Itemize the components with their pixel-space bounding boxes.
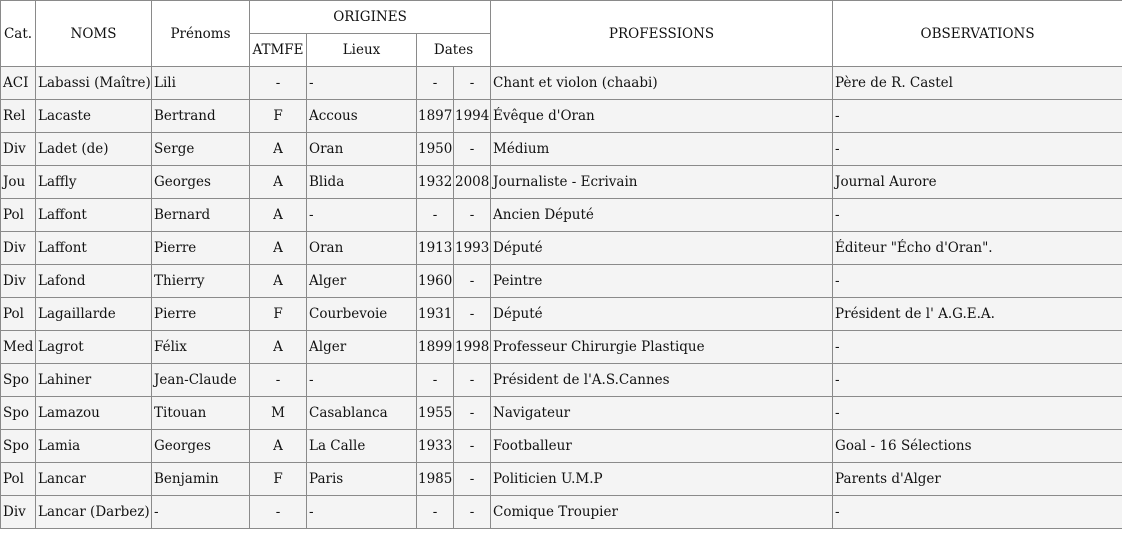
- cell-lieu: Paris: [307, 463, 417, 496]
- cell-nom: Laffont: [36, 199, 152, 232]
- cell-cat: ACI: [1, 67, 36, 100]
- cell-cat: Div: [1, 496, 36, 529]
- cell-prenom: Pierre: [152, 298, 250, 331]
- cell-prenom: Georges: [152, 430, 250, 463]
- table-row: [1, 397, 1122, 430]
- cell-cat: Pol: [1, 298, 36, 331]
- cell-prenom: Serge: [152, 133, 250, 166]
- cell-lieu: -: [307, 364, 417, 397]
- cell-lieu: -: [307, 496, 417, 529]
- cell-date-birth: -: [417, 364, 454, 397]
- cell-cat: Spo: [1, 430, 36, 463]
- cell-prenom: -: [152, 496, 250, 529]
- cell-prenom: Benjamin: [152, 463, 250, 496]
- cell-profession: Député: [491, 298, 833, 331]
- cell-profession: Député: [491, 232, 833, 265]
- cell-profession: Politicien U.M.P: [491, 463, 833, 496]
- table-row: [1, 496, 1122, 529]
- cell-cat: Pol: [1, 463, 36, 496]
- cell-cat: Rel: [1, 100, 36, 133]
- cell-nom: Lancar: [36, 463, 152, 496]
- cell-observation: Père de R. Castel: [833, 67, 1122, 100]
- header-noms: NOMS: [36, 1, 152, 67]
- cell-nom: Lamazou: [36, 397, 152, 430]
- cell-date-birth: 1897: [417, 100, 454, 133]
- cell-date-death: -: [454, 199, 491, 232]
- cell-date-death: 1998: [454, 331, 491, 364]
- cell-cat: Med: [1, 331, 36, 364]
- cell-date-birth: 1985: [417, 463, 454, 496]
- header-lieux: Lieux: [307, 34, 417, 67]
- cell-prenom: Bernard: [152, 199, 250, 232]
- cell-date-birth: 1933: [417, 430, 454, 463]
- cell-cat: Div: [1, 133, 36, 166]
- cell-lieu: Oran: [307, 133, 417, 166]
- cell-prenom: Jean-Claude: [152, 364, 250, 397]
- cell-lieu: Alger: [307, 265, 417, 298]
- cell-date-birth: 1960: [417, 265, 454, 298]
- cell-observation: Parents d'Alger: [833, 463, 1122, 496]
- cell-observation: -: [833, 331, 1122, 364]
- cell-profession: Évêque d'Oran: [491, 100, 833, 133]
- table-body: [1, 67, 1122, 529]
- cell-date-death: -: [454, 397, 491, 430]
- cell-observation: -: [833, 199, 1122, 232]
- cell-cat: Div: [1, 265, 36, 298]
- table-row: [1, 199, 1122, 232]
- table-row: [1, 166, 1122, 199]
- cell-nom: Lafond: [36, 265, 152, 298]
- cell-date-death: -: [454, 430, 491, 463]
- cell-date-birth: 1955: [417, 397, 454, 430]
- cell-observation: -: [833, 133, 1122, 166]
- cell-date-death: -: [454, 298, 491, 331]
- table-row: [1, 67, 1122, 100]
- cell-date-birth: -: [417, 496, 454, 529]
- cell-date-birth: 1931: [417, 298, 454, 331]
- cell-observation: Président de l' A.G.E.A.: [833, 298, 1122, 331]
- cell-profession: Footballeur: [491, 430, 833, 463]
- cell-nom: Lahiner: [36, 364, 152, 397]
- cell-nom: Lagrot: [36, 331, 152, 364]
- cell-atmfe: A: [250, 331, 307, 364]
- cell-lieu: -: [307, 67, 417, 100]
- cell-lieu: Accous: [307, 100, 417, 133]
- cell-date-death: 1993: [454, 232, 491, 265]
- cell-prenom: Félix: [152, 331, 250, 364]
- cell-nom: Laffont: [36, 232, 152, 265]
- cell-date-death: -: [454, 496, 491, 529]
- header-prenoms: Prénoms: [152, 1, 250, 67]
- cell-atmfe: A: [250, 166, 307, 199]
- table-row: [1, 232, 1122, 265]
- header-cat: Cat.: [1, 1, 36, 67]
- cell-lieu: Casablanca: [307, 397, 417, 430]
- cell-atmfe: M: [250, 397, 307, 430]
- table-row: [1, 265, 1122, 298]
- cell-atmfe: A: [250, 265, 307, 298]
- cell-date-birth: 1913: [417, 232, 454, 265]
- table-row: [1, 298, 1122, 331]
- cell-profession: Professeur Chirurgie Plastique: [491, 331, 833, 364]
- cell-lieu: -: [307, 199, 417, 232]
- cell-nom: Lancar (Darbez): [36, 496, 152, 529]
- cell-profession: Journaliste - Ecrivain: [491, 166, 833, 199]
- cell-atmfe: F: [250, 463, 307, 496]
- table-header: [1, 1, 1122, 67]
- header-dates: Dates: [417, 34, 491, 67]
- cell-date-birth: 1932: [417, 166, 454, 199]
- cell-atmfe: -: [250, 496, 307, 529]
- cell-observation: -: [833, 364, 1122, 397]
- cell-profession: Ancien Député: [491, 199, 833, 232]
- cell-date-birth: -: [417, 67, 454, 100]
- cell-date-death: -: [454, 67, 491, 100]
- cell-date-birth: -: [417, 199, 454, 232]
- cell-nom: Lagaillarde: [36, 298, 152, 331]
- cell-observation: Journal Aurore: [833, 166, 1122, 199]
- cell-observation: -: [833, 265, 1122, 298]
- cell-profession: Chant et violon (chaabi): [491, 67, 833, 100]
- cell-nom: Lacaste: [36, 100, 152, 133]
- cell-lieu: Blida: [307, 166, 417, 199]
- cell-date-death: -: [454, 265, 491, 298]
- cell-profession: Navigateur: [491, 397, 833, 430]
- cell-observation: -: [833, 100, 1122, 133]
- header-origines: ORIGINES: [250, 1, 491, 34]
- cell-date-birth: 1899: [417, 331, 454, 364]
- cell-cat: Div: [1, 232, 36, 265]
- table-row: [1, 100, 1122, 133]
- cell-atmfe: A: [250, 232, 307, 265]
- cell-atmfe: A: [250, 199, 307, 232]
- cell-observation: Éditeur "Écho d'Oran".: [833, 232, 1122, 265]
- cell-profession: Peintre: [491, 265, 833, 298]
- cell-prenom: Georges: [152, 166, 250, 199]
- cell-lieu: Alger: [307, 331, 417, 364]
- cell-date-birth: 1950: [417, 133, 454, 166]
- cell-observation: Goal - 16 Sélections: [833, 430, 1122, 463]
- header-observations: OBSERVATIONS: [833, 1, 1122, 67]
- cell-cat: Jou: [1, 166, 36, 199]
- cell-date-death: -: [454, 133, 491, 166]
- table-row: [1, 331, 1122, 364]
- cell-atmfe: A: [250, 133, 307, 166]
- cell-cat: Spo: [1, 397, 36, 430]
- table-row: [1, 463, 1122, 496]
- cell-profession: Président de l'A.S.Cannes: [491, 364, 833, 397]
- cell-lieu: Oran: [307, 232, 417, 265]
- cell-profession: Comique Troupier: [491, 496, 833, 529]
- cell-date-death: 1994: [454, 100, 491, 133]
- cell-lieu: La Calle: [307, 430, 417, 463]
- table-row: [1, 133, 1122, 166]
- cell-date-death: -: [454, 364, 491, 397]
- cell-nom: Labassi (Maître): [36, 67, 152, 100]
- cell-atmfe: F: [250, 100, 307, 133]
- cell-cat: Spo: [1, 364, 36, 397]
- cell-prenom: Thierry: [152, 265, 250, 298]
- cell-atmfe: -: [250, 67, 307, 100]
- cell-atmfe: A: [250, 430, 307, 463]
- cell-atmfe: -: [250, 364, 307, 397]
- cell-nom: Laffly: [36, 166, 152, 199]
- header-professions: PROFESSIONS: [491, 1, 833, 67]
- cell-prenom: Bertrand: [152, 100, 250, 133]
- cell-observation: -: [833, 397, 1122, 430]
- table-row: [1, 430, 1122, 463]
- header-atmfe: ATMFE: [250, 34, 307, 67]
- cell-prenom: Lili: [152, 67, 250, 100]
- table-row: [1, 364, 1122, 397]
- cell-nom: Ladet (de): [36, 133, 152, 166]
- cell-atmfe: F: [250, 298, 307, 331]
- cell-date-death: -: [454, 463, 491, 496]
- cell-cat: Pol: [1, 199, 36, 232]
- cell-date-death: 2008: [454, 166, 491, 199]
- cell-prenom: Pierre: [152, 232, 250, 265]
- cell-profession: Médium: [491, 133, 833, 166]
- cell-prenom: Titouan: [152, 397, 250, 430]
- cell-lieu: Courbevoie: [307, 298, 417, 331]
- cell-observation: -: [833, 496, 1122, 529]
- cell-nom: Lamia: [36, 430, 152, 463]
